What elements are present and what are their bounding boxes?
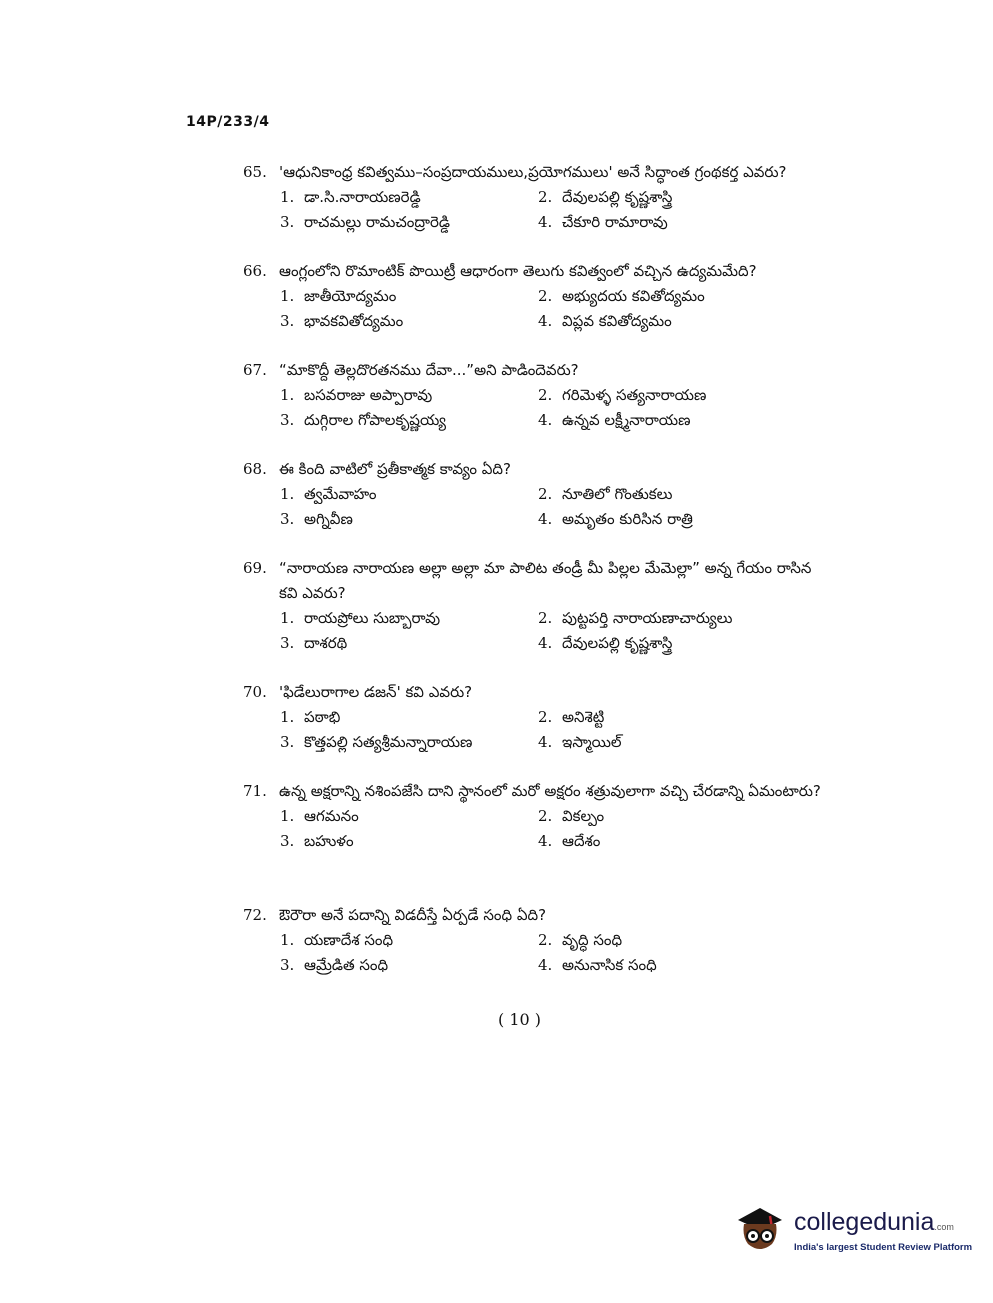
option-3 bbox=[280, 633, 538, 654]
option-number: 1. bbox=[280, 485, 295, 503]
question-69 bbox=[243, 556, 823, 654]
option-2 bbox=[538, 187, 798, 208]
option-1 bbox=[280, 484, 538, 505]
option-number: 2. bbox=[538, 931, 553, 949]
question-65 bbox=[243, 160, 823, 233]
option-3 bbox=[280, 311, 538, 332]
option-1 bbox=[280, 707, 538, 728]
option-text: విప్లవ కవితోద్యమం bbox=[562, 312, 672, 330]
option-1 bbox=[280, 608, 538, 629]
option-number: 1. bbox=[280, 386, 295, 404]
option-4 bbox=[538, 212, 798, 233]
option-text: పఠాభి bbox=[304, 708, 341, 726]
option-text: పుట్టపర్తి నారాయణాచార్యులు bbox=[562, 609, 733, 627]
option-number: 1. bbox=[280, 931, 295, 949]
option-list bbox=[280, 286, 823, 332]
option-3 bbox=[280, 831, 538, 852]
option-number: 4. bbox=[538, 733, 553, 751]
option-number: 4. bbox=[538, 312, 553, 330]
option-text: దుగ్గిరాల గోపాలకృష్ణయ్య bbox=[304, 411, 446, 429]
option-1 bbox=[280, 806, 538, 827]
option-number: 2. bbox=[538, 708, 553, 726]
option-text: అభ్యుదయ కవితోద్యమం bbox=[562, 287, 705, 305]
collegedunia-logo[interactable] bbox=[732, 1198, 973, 1260]
option-2 bbox=[538, 930, 798, 951]
option-number: 4. bbox=[538, 956, 553, 974]
option-text: అనునాసిక సంధి bbox=[562, 956, 657, 974]
option-4 bbox=[538, 831, 798, 852]
option-number: 3. bbox=[280, 213, 295, 231]
option-number: 2. bbox=[538, 609, 553, 627]
option-4 bbox=[538, 633, 798, 654]
option-text: ఆమ్రేడిత సంధి bbox=[304, 956, 389, 974]
option-3 bbox=[280, 410, 538, 431]
option-number: 2. bbox=[538, 807, 553, 825]
option-2 bbox=[538, 707, 798, 728]
question-text: ఉన్న అక్షరాన్ని నశింపజేసి దాని స్థానంలో మరో అక్షరం శత్రువులాగా వచ్చి చేరడాన్ని ఏమంటారు? bbox=[279, 782, 821, 800]
option-4 bbox=[538, 410, 798, 431]
option-text: జాతీయోద్యమం bbox=[304, 287, 397, 305]
option-1 bbox=[280, 286, 538, 307]
option-text: ఉన్నవ లక్ష్మీనారాయణ bbox=[562, 411, 691, 429]
option-list bbox=[280, 385, 823, 431]
option-number: 3. bbox=[280, 634, 295, 652]
option-4 bbox=[538, 311, 798, 332]
question-number: 65. bbox=[243, 163, 267, 181]
option-text: అనిశెట్టి bbox=[562, 708, 605, 726]
option-number: 2. bbox=[538, 485, 553, 503]
option-2 bbox=[538, 286, 798, 307]
option-number: 4. bbox=[538, 213, 553, 231]
option-text: వికల్పం bbox=[562, 807, 605, 825]
option-4 bbox=[538, 509, 798, 530]
option-1 bbox=[280, 930, 538, 951]
option-3 bbox=[280, 509, 538, 530]
option-number: 4. bbox=[538, 510, 553, 528]
question-text: “నారాయణ నారాయణ అల్లా అల్లా మా పాలిట తండ్రీ మీ పిల్లల మేమెల్లా” అన్న గేయం రాసిన కవి ఎవరు? bbox=[279, 559, 812, 602]
option-number: 1. bbox=[280, 708, 295, 726]
option-3 bbox=[280, 955, 538, 976]
option-number: 3. bbox=[280, 733, 295, 751]
option-text: డా.సి.నారాయణరెడ్డి bbox=[304, 188, 421, 206]
option-3 bbox=[280, 212, 538, 233]
option-4 bbox=[538, 955, 798, 976]
question-text: ఈ కింది వాటిలో ప్రతీకాత్మక కావ్యం ఏది? bbox=[279, 460, 511, 478]
option-list bbox=[280, 806, 823, 852]
option-2 bbox=[538, 484, 798, 505]
option-number: 3. bbox=[280, 956, 295, 974]
option-number: 3. bbox=[280, 832, 295, 850]
option-list bbox=[280, 707, 823, 753]
option-text: ఆగమనం bbox=[304, 807, 359, 825]
question-70 bbox=[243, 680, 823, 753]
option-text: త్వమేవాహం bbox=[304, 485, 377, 503]
option-number: 2. bbox=[538, 287, 553, 305]
option-number: 1. bbox=[280, 287, 295, 305]
option-text: చేకూరి రామారావు bbox=[562, 213, 668, 231]
option-2 bbox=[538, 806, 798, 827]
option-text: బహుళం bbox=[304, 832, 354, 850]
option-text: అగ్నివీణ bbox=[304, 510, 353, 528]
option-list bbox=[280, 930, 823, 976]
option-text: దేవులపల్లి కృష్ణశాస్త్రి bbox=[562, 188, 673, 206]
question-71 bbox=[243, 779, 823, 852]
option-number: 1. bbox=[280, 188, 295, 206]
question-number: 68. bbox=[243, 460, 267, 478]
option-text: ఆదేశం bbox=[562, 832, 601, 850]
option-number: 2. bbox=[538, 386, 553, 404]
option-text: భావకవితోద్యమం bbox=[304, 312, 404, 330]
option-2 bbox=[538, 608, 798, 629]
question-number: 72. bbox=[243, 906, 267, 924]
option-text: ఇస్మాయిల్ bbox=[562, 733, 622, 751]
option-number: 2. bbox=[538, 188, 553, 206]
question-66 bbox=[243, 259, 823, 332]
option-text: అమృతం కురిసిన రాత్రి bbox=[562, 510, 693, 528]
question-67 bbox=[243, 358, 823, 431]
option-number: 3. bbox=[280, 510, 295, 528]
option-text: గరిమెళ్ళ సత్యనారాయణ bbox=[562, 386, 707, 404]
option-2 bbox=[538, 385, 798, 406]
option-number: 4. bbox=[538, 634, 553, 652]
question-number: 71. bbox=[243, 782, 267, 800]
option-4 bbox=[538, 732, 798, 753]
brand-tagline: India's largest Student Review Platform bbox=[794, 1242, 973, 1253]
brand-name: collegedunia.com bbox=[794, 1208, 954, 1236]
student-mascot-icon bbox=[732, 1200, 788, 1256]
question-text: ఔరౌరా అనే పదాన్ని విడదీస్తే ఏర్పడే సంధి ఏది? bbox=[279, 906, 547, 924]
option-1 bbox=[280, 385, 538, 406]
page-number: ( 10 ) bbox=[498, 1010, 542, 1029]
question-text: 'ఫిడేలురాగాల డజన్' కవి ఎవరు? bbox=[279, 683, 473, 701]
option-text: నూతిలో గొంతుకలు bbox=[562, 485, 673, 503]
question-number: 67. bbox=[243, 361, 267, 379]
question-number: 66. bbox=[243, 262, 267, 280]
option-text: కొత్తపల్లి సత్యశ్రీమన్నారాయణ bbox=[304, 733, 473, 751]
option-text: యణాదేశ సంధి bbox=[304, 931, 394, 949]
option-number: 4. bbox=[538, 411, 553, 429]
paper-code: 14P/233/4 bbox=[186, 114, 270, 130]
option-list bbox=[280, 608, 823, 654]
option-number: 1. bbox=[280, 807, 295, 825]
option-1 bbox=[280, 187, 538, 208]
option-number: 3. bbox=[280, 411, 295, 429]
option-number: 4. bbox=[538, 832, 553, 850]
option-text: రాచమల్లు రామచంద్రారెడ్డి bbox=[304, 213, 450, 231]
option-text: దాశరథి bbox=[304, 634, 348, 652]
option-text: బసవరాజు అప్పారావు bbox=[304, 386, 433, 404]
option-text: రాయప్రోలు సుబ్బారావు bbox=[304, 609, 441, 627]
option-text: దేవులపల్లి కృష్ణశాస్త్రి bbox=[562, 634, 673, 652]
question-72 bbox=[243, 903, 823, 976]
option-number: 1. bbox=[280, 609, 295, 627]
option-number: 3. bbox=[280, 312, 295, 330]
option-3 bbox=[280, 732, 538, 753]
option-list bbox=[280, 187, 823, 233]
question-number: 70. bbox=[243, 683, 267, 701]
question-68 bbox=[243, 457, 823, 530]
question-text: “మాకొద్దీ తెల్లదొరతనము దేవా...”అని పాడిందెవరు? bbox=[279, 361, 579, 379]
option-list bbox=[280, 484, 823, 530]
option-text: వృద్ధి సంధి bbox=[562, 931, 623, 949]
question-text: 'ఆధునికాంధ్ర కవిత్వము–సంప్రదాయములు,ప్రయోగములు' అనే సిద్ధాంత గ్రంథకర్త ఎవరు? bbox=[279, 163, 787, 181]
question-number: 69. bbox=[243, 559, 267, 577]
question-text: ఆంగ్లంలోని రొమాంటిక్ పొయిట్రీ ఆధారంగా తెలుగు కవిత్వంలో వచ్చిన ఉద్యమమేది? bbox=[279, 262, 757, 280]
